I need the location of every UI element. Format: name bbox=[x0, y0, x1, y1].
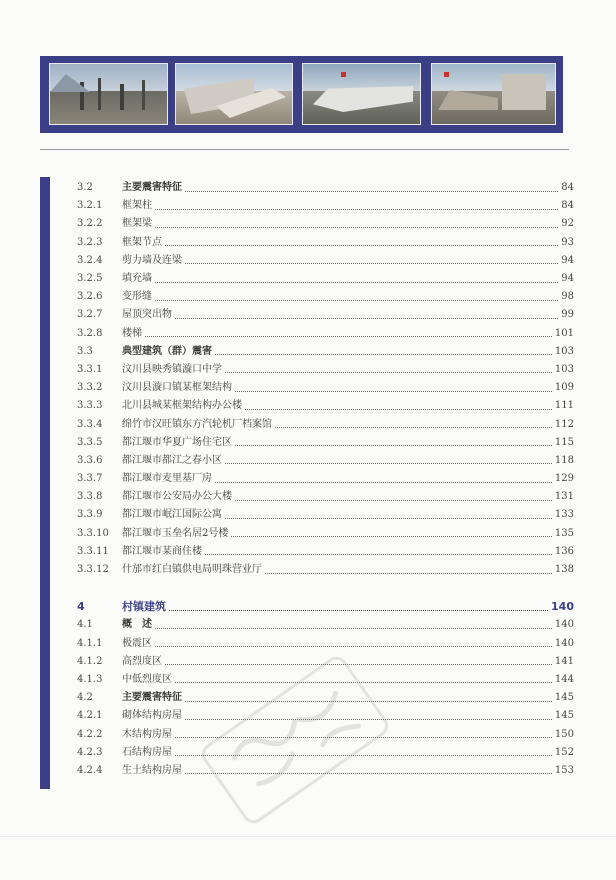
toc-entry-number: 4.1.1 bbox=[77, 637, 103, 649]
dot-leader bbox=[185, 701, 552, 702]
toc-page-number: 99 bbox=[561, 309, 574, 321]
toc-entry-number: 3.3.5 bbox=[77, 436, 103, 448]
dot-leader bbox=[215, 354, 552, 355]
toc-page-number: 152 bbox=[554, 746, 574, 758]
dot-leader bbox=[155, 628, 552, 629]
toc-entry[interactable] bbox=[77, 561, 574, 579]
dot-leader bbox=[155, 646, 552, 647]
dot-leader bbox=[225, 463, 552, 464]
toc-page-number: 84 bbox=[561, 200, 574, 212]
header-rule bbox=[40, 149, 569, 150]
toc-page-number: 133 bbox=[554, 509, 574, 521]
toc-page-number: 92 bbox=[561, 218, 574, 230]
toc-page-number: 112 bbox=[554, 418, 574, 430]
toc-entry-title: 概 述 bbox=[122, 619, 152, 631]
toc-page-number: 145 bbox=[554, 692, 574, 704]
toc-entry-number: 3.2.7 bbox=[77, 309, 103, 321]
toc-page-number: 140 bbox=[554, 619, 574, 631]
toc-entry-title: 北川县城某框架结构办公楼 bbox=[122, 400, 242, 412]
toc-entry[interactable] bbox=[77, 252, 574, 270]
toc-entry-title: 中低烈度区 bbox=[122, 673, 172, 685]
toc-page-number: 140 bbox=[554, 637, 574, 649]
toc-entry[interactable] bbox=[77, 725, 574, 743]
toc-entry-title: 什邡市红白镇供电局明珠营业厅 bbox=[122, 564, 262, 576]
toc-entry-number: 3.3.7 bbox=[77, 473, 103, 485]
toc-entry-number: 3.3.10 bbox=[77, 527, 109, 539]
toc-entry-title: 木结构房屋 bbox=[122, 728, 172, 740]
toc-entry-number: 3.3.2 bbox=[77, 382, 103, 394]
toc-section-entry[interactable] bbox=[77, 689, 574, 707]
toc-entry[interactable] bbox=[77, 197, 574, 215]
toc-entry[interactable] bbox=[77, 306, 574, 324]
toc-entry-number: 3.2 bbox=[77, 182, 93, 194]
toc-entry-title: 高烈度区 bbox=[122, 655, 162, 667]
toc-page-number: 138 bbox=[554, 564, 574, 576]
dot-leader bbox=[225, 372, 552, 373]
toc-entry-number: 3.3.9 bbox=[77, 509, 103, 521]
toc-entry[interactable] bbox=[77, 525, 574, 543]
toc-page-number: 129 bbox=[554, 473, 574, 485]
toc-entry[interactable] bbox=[77, 434, 574, 452]
toc-entry[interactable] bbox=[77, 288, 574, 306]
toc-entry-number: 4 bbox=[77, 600, 85, 614]
toc-page-number: 131 bbox=[554, 491, 574, 503]
dot-leader bbox=[225, 518, 552, 519]
toc-entry-title: 楼梯 bbox=[122, 327, 142, 339]
toc-page-number: 144 bbox=[554, 673, 574, 685]
toc-entry-number: 3.3.8 bbox=[77, 491, 103, 503]
toc-entry-number: 3.2.6 bbox=[77, 291, 103, 303]
dot-leader bbox=[155, 300, 558, 301]
toc-entry[interactable] bbox=[77, 379, 574, 397]
toc-entry-number: 4.1 bbox=[77, 619, 93, 631]
toc-page-number: 140 bbox=[551, 600, 574, 614]
dot-leader bbox=[235, 391, 552, 392]
dot-leader bbox=[145, 336, 552, 337]
dot-leader bbox=[175, 737, 552, 738]
toc-section-entry[interactable] bbox=[77, 616, 574, 634]
toc-entry-title: 都江堰市玉垒名居2号楼 bbox=[122, 527, 229, 539]
toc-entry-title: 极震区 bbox=[122, 637, 152, 649]
dot-leader bbox=[155, 282, 558, 283]
flattened-structure-photo bbox=[302, 63, 421, 125]
toc-entry-title: 框架节点 bbox=[122, 236, 162, 248]
toc-entry-title: 砌体结构房屋 bbox=[122, 710, 182, 722]
toc-entry-title: 都江堰市都江之春小区 bbox=[122, 454, 222, 466]
dot-leader bbox=[155, 209, 558, 210]
toc-entry-number: 4.1.2 bbox=[77, 655, 103, 667]
toc-entry-title: 都江堰市岷江国际公寓 bbox=[122, 509, 222, 521]
toc-entry-number: 3.2.5 bbox=[77, 273, 103, 285]
toc-entry-number: 3.3.3 bbox=[77, 400, 103, 412]
toc-entry-number: 4.1.3 bbox=[77, 673, 103, 685]
toc-entry-title: 都江堰市公安局办公大楼 bbox=[122, 491, 232, 503]
dot-leader bbox=[231, 536, 552, 537]
toc-page-number: 94 bbox=[561, 254, 574, 266]
damaged-school-photo bbox=[431, 63, 556, 125]
toc-page-number: 141 bbox=[554, 655, 574, 667]
toc-page-number: 118 bbox=[554, 454, 574, 466]
toc-page-number: 135 bbox=[554, 527, 574, 539]
toc-page-number: 103 bbox=[554, 345, 574, 357]
dot-leader bbox=[185, 773, 552, 774]
toc-entry-number: 4.2.4 bbox=[77, 764, 103, 776]
toc-entry-number: 3.3.1 bbox=[77, 363, 103, 375]
toc-section-entry[interactable] bbox=[77, 179, 574, 197]
toc-entry-title: 典型建筑（群）震害 bbox=[122, 345, 212, 357]
toc-entry-number: 3.2.8 bbox=[77, 327, 103, 339]
section-gap bbox=[77, 579, 574, 598]
dot-leader bbox=[165, 664, 552, 665]
toc-page-number: 153 bbox=[554, 764, 574, 776]
dot-leader bbox=[165, 245, 558, 246]
toc-page-number: 145 bbox=[554, 710, 574, 722]
toc-entry[interactable] bbox=[77, 506, 574, 524]
toc-entry-number: 4.2.3 bbox=[77, 746, 103, 758]
dot-leader bbox=[215, 482, 552, 483]
dot-leader bbox=[175, 755, 552, 756]
toc-entry-title: 生土结构房屋 bbox=[122, 764, 182, 776]
toc-entry[interactable] bbox=[77, 270, 574, 288]
toc-entry[interactable] bbox=[77, 325, 574, 343]
toc-entry-number: 3.3.6 bbox=[77, 454, 103, 466]
collapsed-building-photo bbox=[175, 63, 293, 125]
toc-entry[interactable] bbox=[77, 470, 574, 488]
toc-entry-number: 3.2.2 bbox=[77, 218, 103, 230]
toc-entry-title: 都江堰市某商住楼 bbox=[122, 545, 202, 557]
dot-leader bbox=[275, 427, 552, 428]
toc-page-number: 111 bbox=[554, 400, 574, 412]
toc-entry[interactable] bbox=[77, 744, 574, 762]
toc-entry-title: 都江堰市华夏广场住宅区 bbox=[122, 436, 232, 448]
toc-entry[interactable] bbox=[77, 415, 574, 433]
toc-entry-title: 主要震害特征 bbox=[122, 182, 182, 194]
toc-entry-title: 绵竹市汉旺镇东方汽轮机厂档案馆 bbox=[122, 418, 272, 430]
toc-entry-number: 3.3.11 bbox=[77, 545, 109, 557]
dot-leader bbox=[265, 573, 552, 574]
toc-page-number: 94 bbox=[561, 273, 574, 285]
toc-entry-number: 3.2.4 bbox=[77, 254, 103, 266]
toc-entry-number: 4.2.2 bbox=[77, 728, 103, 740]
header-photo-band bbox=[40, 56, 563, 133]
dot-leader bbox=[235, 445, 552, 446]
toc-page-number: 93 bbox=[561, 236, 574, 248]
toc-entry-number: 3.3 bbox=[77, 345, 93, 357]
toc-entry[interactable] bbox=[77, 543, 574, 561]
footer-rule bbox=[0, 836, 616, 837]
toc-entry[interactable] bbox=[77, 488, 574, 506]
toc-entry-number: 3.3.12 bbox=[77, 564, 109, 576]
toc-entry[interactable] bbox=[77, 762, 574, 780]
toc-page-number: 101 bbox=[554, 327, 574, 339]
toc-entry-title: 剪力墙及连梁 bbox=[122, 254, 182, 266]
toc-entry-title: 村镇建筑 bbox=[122, 600, 166, 614]
dot-leader bbox=[185, 719, 552, 720]
dot-leader bbox=[175, 682, 552, 683]
toc-entry-title: 填充墙 bbox=[122, 273, 152, 285]
toc-entry[interactable] bbox=[77, 215, 574, 233]
toc-entry-number: 3.2.1 bbox=[77, 200, 103, 212]
dot-leader bbox=[235, 500, 552, 501]
dot-leader bbox=[169, 610, 548, 611]
toc-entry-title: 主要震害特征 bbox=[122, 692, 182, 704]
toc-entry-title: 框架梁 bbox=[122, 218, 152, 230]
toc-entry-title: 框架柱 bbox=[122, 200, 152, 212]
dot-leader bbox=[205, 554, 552, 555]
toc-entry[interactable] bbox=[77, 653, 574, 671]
toc-entry-title: 变形缝 bbox=[122, 291, 152, 303]
toc-entry[interactable] bbox=[77, 361, 574, 379]
toc-entry[interactable] bbox=[77, 452, 574, 470]
toc-section-entry[interactable] bbox=[77, 343, 574, 361]
toc-entry-number: 4.2 bbox=[77, 692, 93, 704]
table-of-contents bbox=[77, 179, 574, 780]
toc-page-number: 115 bbox=[554, 436, 574, 448]
toc-entry-title: 都江堰市麦里基厂房 bbox=[122, 473, 212, 485]
dot-leader bbox=[185, 263, 558, 264]
toc-page-number: 150 bbox=[554, 728, 574, 740]
dot-leader bbox=[155, 227, 558, 228]
toc-entry[interactable] bbox=[77, 234, 574, 252]
toc-entry[interactable] bbox=[77, 397, 574, 415]
ruined-town-photo bbox=[49, 63, 168, 125]
toc-chapter-entry[interactable] bbox=[77, 598, 574, 616]
dot-leader bbox=[245, 409, 552, 410]
toc-entry-title: 汶川县漩口镇某框架结构 bbox=[122, 382, 232, 394]
toc-entry-number: 3.2.3 bbox=[77, 236, 103, 248]
toc-entry-title: 屋顶突出物 bbox=[122, 309, 172, 321]
toc-entry-title: 汶川县映秀镇漩口中学 bbox=[122, 363, 222, 375]
dot-leader bbox=[185, 191, 558, 192]
toc-page-number: 84 bbox=[561, 182, 574, 194]
toc-entry-number: 3.3.4 bbox=[77, 418, 103, 430]
toc-page-number: 136 bbox=[554, 545, 574, 557]
toc-entry[interactable] bbox=[77, 635, 574, 653]
toc-page-number: 98 bbox=[561, 291, 574, 303]
toc-entry[interactable] bbox=[77, 707, 574, 725]
sidebar-accent-bar bbox=[40, 177, 50, 789]
dot-leader bbox=[175, 318, 558, 319]
toc-page-number: 109 bbox=[554, 382, 574, 394]
toc-entry[interactable] bbox=[77, 671, 574, 689]
toc-entry-title: 石结构房屋 bbox=[122, 746, 172, 758]
toc-entry-number: 4.2.1 bbox=[77, 710, 103, 722]
toc-page-number: 103 bbox=[554, 363, 574, 375]
